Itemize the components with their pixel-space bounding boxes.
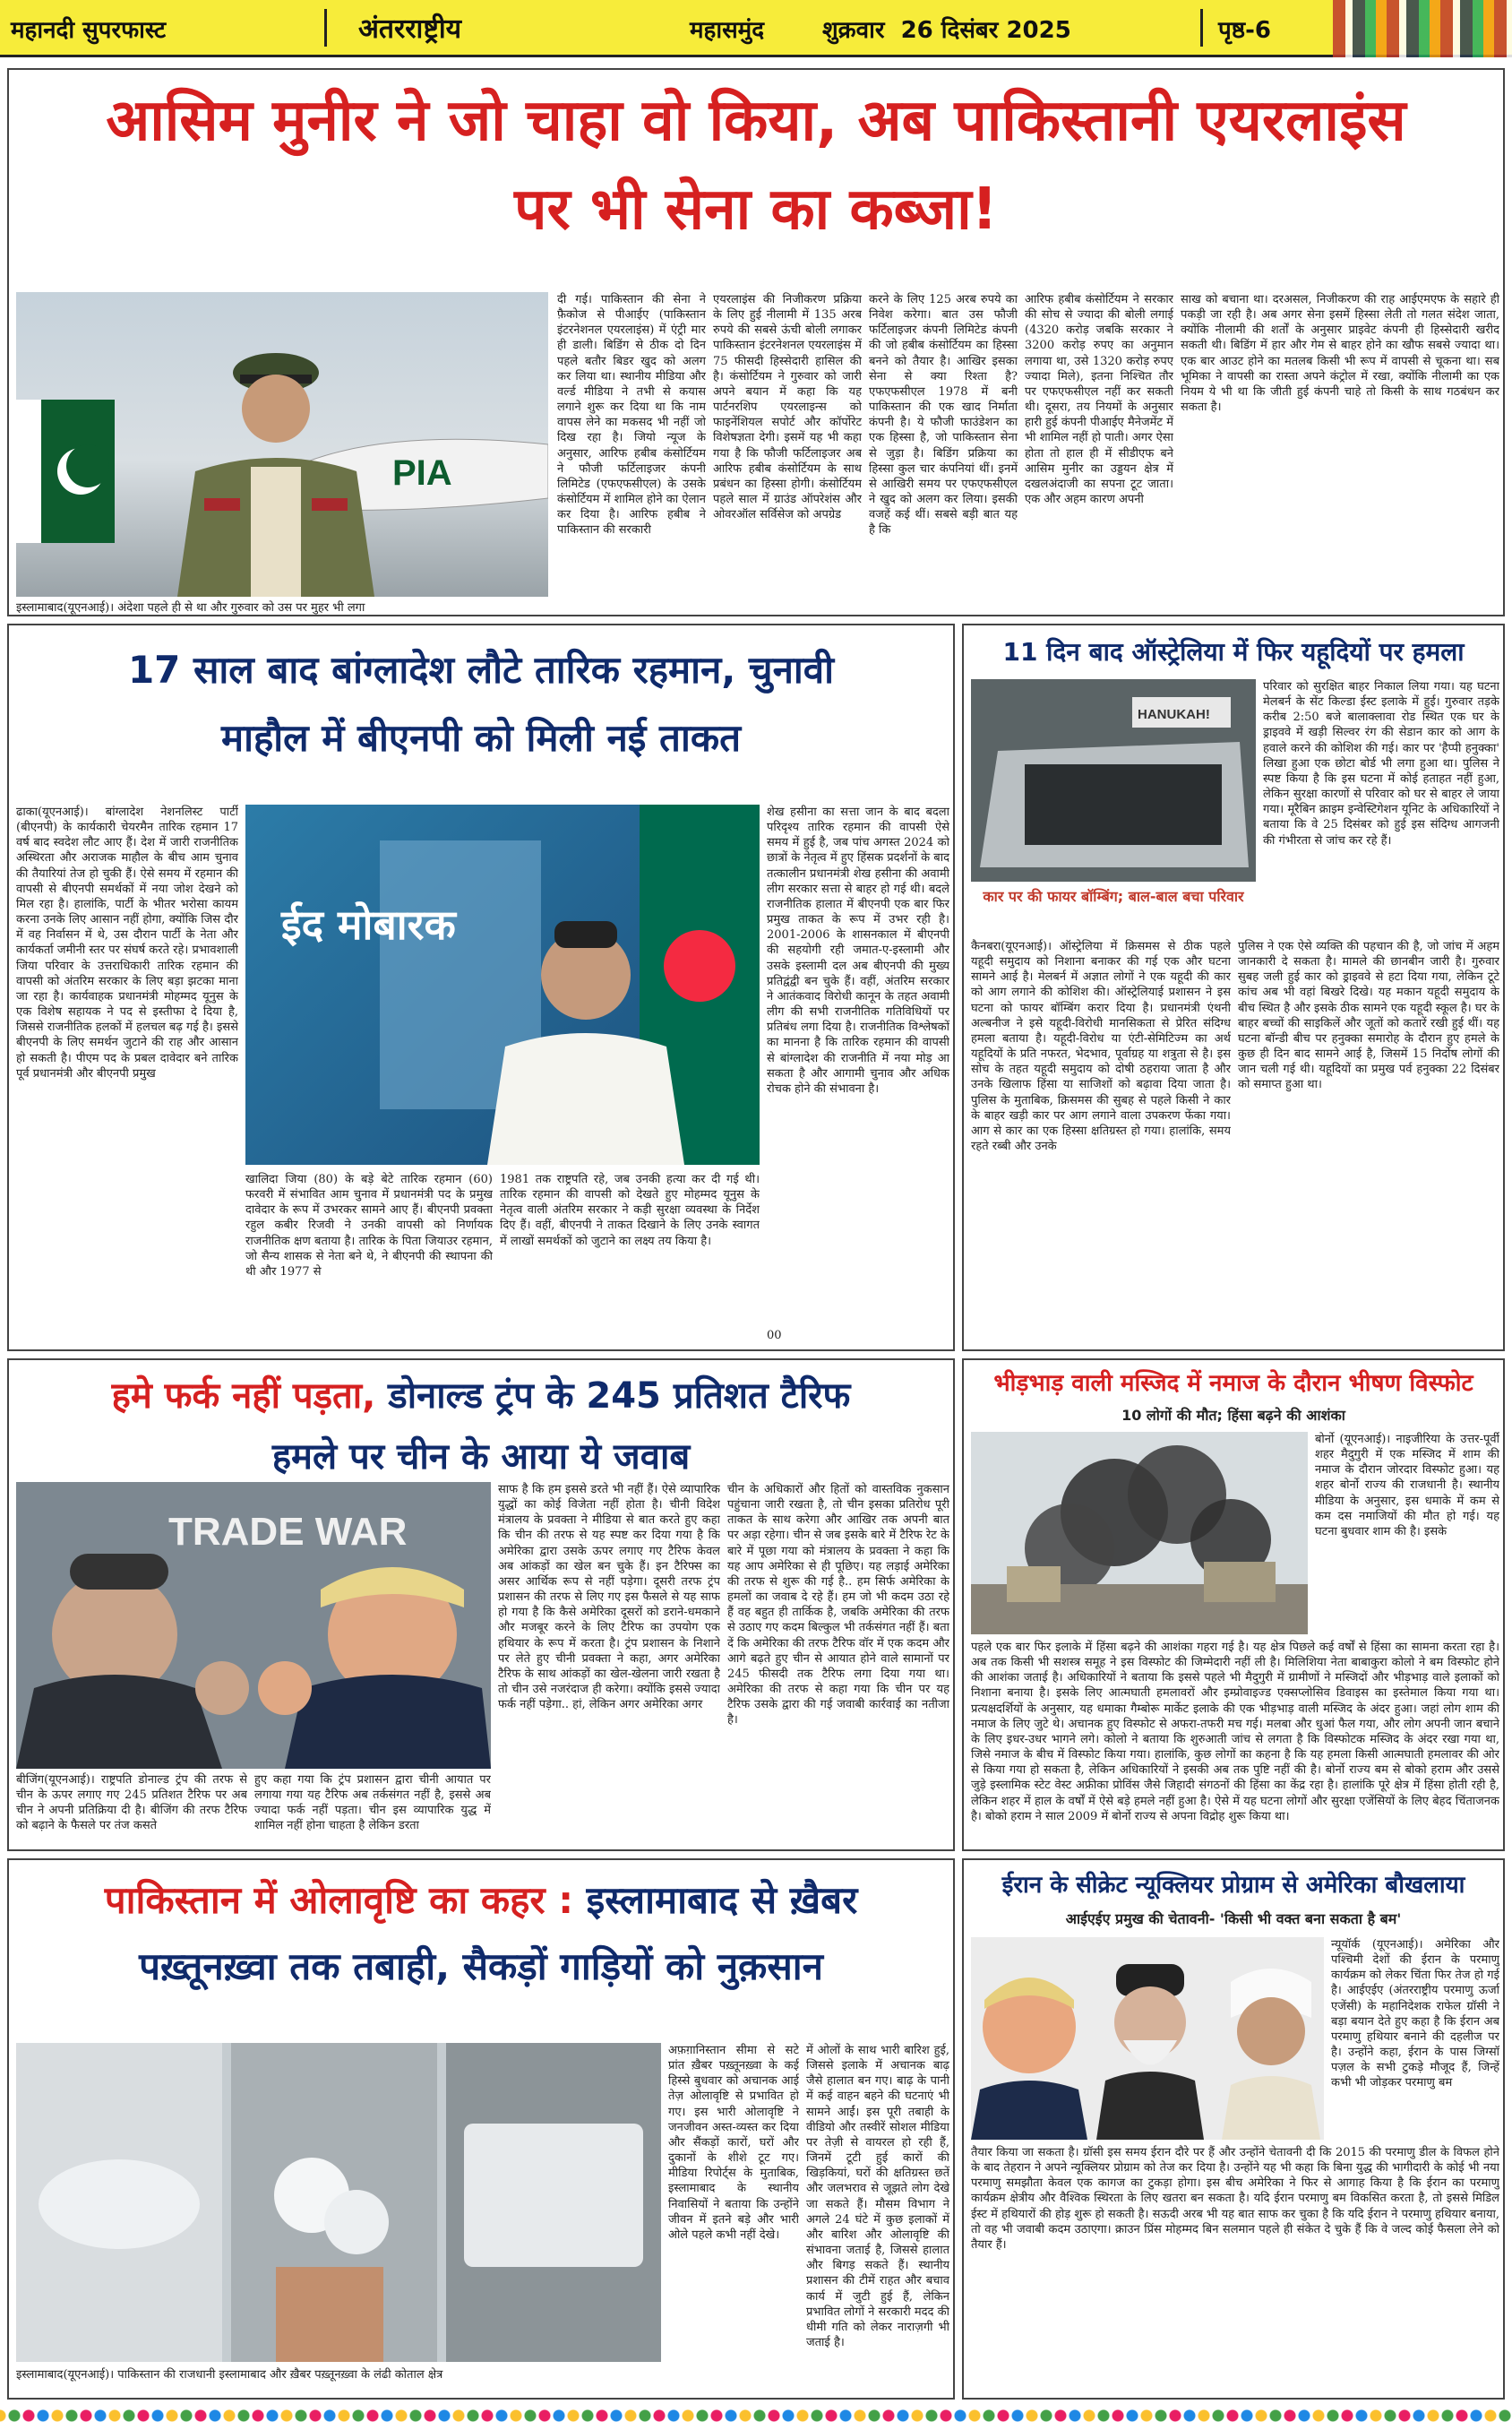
photo-illustration [16, 292, 548, 597]
article-column: खालिदा जिया (80) के बड़े बेटे तारिक रहमान (60) फरवरी में संभावित आम चुनाव में प्रधानमंत्री पद के प्रमुख दावेदार के रूप में उभरकर सामने आए हैं। बीएनपी प्रवक्ता रहुल कबीर रिजवी ने उनकी वापसी को निर्णायक राजनीतिक क्षण बताया है। तारिक के पिता जियाउर रहमान, जो सैन्य शासक से नेता बने थे, ने बीएनपी की स्थापना की थी और 1977 से [245, 1173, 493, 1279]
headline-text: डोनाल्ड ट्रंप के 245 प्रतिशत टैरिफ [375, 1375, 851, 1417]
article-column: अफ़ग़ानिस्तान सीमा से सटे प्रांत ख़ैबर पख़्तूनख़्वा के कई हिस्से बुधवार को अचानक आई तेज़ ओलावृष्टि से प्रभावित हो गए। इस भारी ओलावृष्टि ने जनजीवन अस्त-व्यस्त कर दिया और सैंकड़ों कारों, घरों और दुकानों के शीशे टूट गए। मीडिया रिपोर्ट्स के मुताबिक, इस्लामाबाद के स्थानीय निवासियों ने बताया कि उन्होंने जीवन में इतने बड़े और भारी ओले पहले कभी नहीं देखे। [668, 2044, 799, 2242]
masthead-divider [324, 9, 327, 47]
article-headline [9, 77, 1503, 254]
article-column: एयरलाइंस की निजीकरण प्रक्रिया के लिए हुई नीलामी में 135 अरब रुपये की सबसे ऊंची बोली लगाकर पाकिस्तान इंटरनेशनल एयरलाइंस में 75 फीसदी हिस्सेदारी हासिल की है। कंसोर्टियम ने गुरुवार को जारी अपने बयान में कहा कि यह पार्टनरशिप एयरलाइन्स को फाइनेंशियल सपोर्ट और कॉर्पोरेट विशेषज्ञता देगी। इसमें यह भी कहा गया है कि फौजी फर्टिलाइजर अब आरिफ हबीब कंसोर्टियम के साथ प्रबंधन का हिस्सा होगी। कंसोर्टियम पहले साल में ग्राउंड ऑपरेशंस और ओवरऑल सर्विसेज को अपग्रेड [713, 293, 862, 522]
paper-name: महानदी सुपरफास्ट [11, 17, 167, 44]
article-column: बोर्नो (यूएनआई)। नाइजीरिया के उत्तर-पूर्वी शहर मैदुगुरी में एक मस्जिद में शाम की नमाज के दौरान जोरदार विस्फोट हुआ। यह शहर बोर्नो राज्य की राजधानी है। स्थानीय मीडिया के अनुसार, इस धमाके में कम से कम दस नमाजियों की मौत हो गई। यह घटना बुधवार शाम की है। इसके [1315, 1433, 1499, 1538]
article-column: करने के लिए 125 अरब रुपये का निवेश करेगा। बात उस फौजी फर्टिलाइजर कंपनी लिमिटेड कंपनी की जो हबीब कंसोर्टियम का हिस्सा बनने को तैयार है। आखिर इसका सेना से क्या रिश्ता है? एफएफसीएल 1978 में बनी पाकिस्तान की एक खाद निर्माता कंपनी है। ये फौजी फाउंडेशन का एक हिस्सा है, जो पाकिस्तान सेना से जुड़ा है। बिडिंग प्रक्रिया का हिस्सा कुल चार कंपनियां थीं। इनमें से आखिरी समय पर एफएफसीएल ने खुद को अलग कर लिया। इसकी वजहें कई थीं। सबसे बड़ी बात यह है कि [869, 293, 1018, 538]
article-column: दी गई। पाकिस्तान की सेना ने फ़ैकोज से पीआईए (पाकिस्तान इंटरनेशनल एयरलाइंस) में एंट्री मार ही डाली। बिडिंग से ठीक दो दिन पहले बतौर बिडर खुद को अलग कर लिया था। स्थानीय मीडिया और वर्ल्ड मीडिया ने तभी से कयास लगाने शुरू कर दिया था कि नाम वापस लेने का मकसद भी नहीं जो दिख रहा है। जियो न्यूज के अनुसार, आरिफ हबीब कंसोर्टियम ने फौजी फर्टिलाइजर कंपनी लिमिटेड (एफएफसीएल) के उसके कंसोर्टियम में शामिल होने का ऐलान कर दिया है। आरिफ हबीब ने पाकिस्तान की सरकारी [557, 293, 706, 538]
article-iran-nuclear [962, 1858, 1505, 2400]
flags-image [1333, 0, 1512, 57]
article-trade-war [7, 1358, 955, 1851]
general-photo [971, 679, 1256, 882]
photo-caption: कार पर की फायर बॉम्बिंग; बाल-बाल बचा परिवार [983, 888, 1244, 905]
article-text-lead: इस्लामाबाद(यूएनआई)। अंदेशा पहले ही से था और गुरुवार को उस पर मुहर भी लगा [16, 601, 365, 615]
article-column: ढाका(यूएनआई)। बांग्लादेश नेशनलिस्ट पार्टी (बीएनपी) के कार्यकारी चेयरमैन तारिक रहमान 17 वर्ष बाद स्वदेश लौट आए हैं। देश में जारी राजनीतिक अस्थिरता और अराजक माहौल के बीच आम चुनाव की तैयारियां तेज हो चुकी हैं। ऐसे समय में रहमान की वापसी से बीएनपी समर्थकों में नया जोश देखने को मिल रहा है। हालांकि, पार्टी के भीतर भरोसा कायम करना उनके लिए आसान नहीं होगा, क्योंकि जिस दौर में वह निर्वासन में थे, उस दौरान पार्टी के नेता और कार्यकर्ता जमीनी स्तर पर संघर्ष करते रहे। प्रभावशाली जिया परिवार के उत्तराधिकारी तारिक रहमान की वापसी को अंतरिम सरकार के लिए बड़ा झटका माना जा रहा है। कार्यवाहक प्रधानमंत्री मोहम्मद यूनुस के एक विशेष सहायक ने पद से इस्तीफा दे दिया है, जिससे राजनीतिक हलकों में हलचल बढ़ गई है। इससे बीएनपी के लिए समर्थन जुटाने की राह और आसान हो सकती है। पीएम पद के प्रबल दावेदार बने तारिक पूर्व प्रधानमंत्री और बीएनपी प्रमुख [16, 806, 238, 1081]
article-column: चीन के अधिकारों और हितों को वास्तविक नुकसान पहुंचाना जारी रखता है, तो चीन इसका प्रतिरोध पूरी ताकत के साथ करेगा और आखिर तक अपनी बात पर अड़ा रहेगा। चीन से जब इसके बारे में टैरिफ रेट के बारे में पूछा गया को मंत्रालय के प्रवक्ता ने कहा कि यह आप अमेरिका से ही पूछिए। यह लड़ाई अमेरिका की तरफ से शुरू की गई है.. हम सिर्फ अमेरिका के हमलों का जवाब दे रहे हैं। हम जो भी कदम उठा रहे हैं वह बहुत ही तार्किक है, जबकि अमेरिका की तरफ से उठाए गए कदम बिल्कुल भी तर्कसंगत नहीं हैं। बता दें कि अमेरिका की तरफ टैरिफ वॉर में एक कदम और आगे बढ़ते हुए चीन से आयात होने वाले सामानों पर 245 फीसदी तक टैरिफ लगा दिया गया था। अमेरिका की तरफ से कहा गया कि चीन पर यह टैरिफ उसके द्वारा की गई जवाबी कार्रवाई का नतीजा है। [727, 1483, 949, 1728]
article-column: साख को बचाना था। दरअसल, निजीकरण की राह आईएमएफ के सहारे ही पकड़ी जा रही है। अब अगर सेना इसमें हिस्सा लेती तो गलत संदेश जाता, क्योंकि नीलामी की शर्तों के अनुसार प्राइवेट कंपनी ही हिस्सेदारी खरीद सकती थी। बिडिंग में हार और गेम से बाहर होने का खौफ सबसे ज्यादा था। एक बार आउट होने का मतलब किसी भी रूप में वापसी से चूकना था। सब भूमिका ने वापसी का रास्ता अपने कंट्रोल में रखा, क्योंकि नीलामी का एक नियम ये भी था कि जीती हुई कंपनी चाहे तो किसी के साथ गठबंधन कर सकता है। [1181, 293, 1499, 415]
article-pak-hailstorm [7, 1858, 955, 2400]
section-name: अंतरराष्ट्रीय [358, 13, 462, 45]
article-column: न्यूयॉर्क (यूएनआई)। अमेरिका और पश्चिमी देशों की ईरान के परमाणु कार्यक्रम को लेकर चिंता फिर तेज हो गई है। आईएईए (अंतरराष्ट्रीय परमाणु ऊर्जा एजेंसी) के महानिदेशक राफेल ग्रॉसी ने बड़ा बयान देते हुए कहा है कि ईरान अब परमाणु हथियार बनाने की दहलीज पर है। उन्होंने कहा, ईरान के पास जिग्सॉ पज़ल के सभी टुकड़े मौजूद हैं, जिन्हें कभी भी जोड़कर परमाणु बम [1331, 1938, 1499, 2090]
photo-illustration [16, 1482, 491, 1769]
headline-highlight: हमे फर्क नहीं पड़ता, [111, 1375, 376, 1417]
article-text-lead: बीजिंग(यूएनआई)। राष्ट्रपति डोनाल्ड ट्रंप की तरफ से चीन के ऊपर लगाए गए 245 प्रतिशत टैरिफ पर अब चीन ने अपनी प्रतिक्रिया दी है। बीजिंग की तरफ टैरिफ को बढ़ाने के फैसले पर तंज कसते [16, 1773, 247, 1833]
article-column: में ओलों के साथ भारी बारिश हुई, जिससे इलाके में अचानक बाढ़ जैसे हालात बन गए। बाढ़ के पानी में कई वाहन बहने की घटनाएं भी सामने आईं। इस पूरी तबाही के वीडियो और तस्वीरें सोशल मीडिया पर तेज़ी से वायरल हो रही हैं, जिनमें टूटी हुई कारों की खिड़कियां, घरों की क्षतिग्रस्त छतें और जलभराव से जूझते लोग देखे जा सकते हैं। मौसम विभाग ने अगले 24 घंटे में कुछ इलाकों में और बारिश और ओलावृष्टि की संभावना जताई है, जिससे हालात और बिगड़ सकते हैं। स्थानीय प्रशासन की टीमें राहत और बचाव कार्य में जुटी हुई हैं, लेकिन प्रभावित लोगों ने सरकारी मदद की धीमी गति को लेकर नाराज़गी भी जताई है। [806, 2044, 949, 2349]
article-subhead: 10 लोगों की मौत; हिंसा बढ़ने की आशंका [1121, 1407, 1345, 1424]
article-headline [9, 1366, 953, 1487]
hanukah-sign-text: HANUKAH! [1138, 707, 1210, 722]
trade-war-text: TRADE WAR [168, 1510, 408, 1554]
general-photo [16, 1482, 491, 1769]
article-text-lead: इस्लामाबाद(यूएनआई)। पाकिस्तान की राजधानी इस्लामाबाद और ख़ैबर पख़्तूनख़्वा के लंढी कोताल क्षेत्र [16, 2368, 443, 2382]
photo-illustration [971, 1432, 1308, 1634]
article-column: कैनबरा(यूएनआई)। ऑस्ट्रेलिया में क्रिसमस से ठीक पहले यहूदी समुदाय को निशाना बनाकर की गई एक और घटना सामने आई है। मेलबर्न में अज्ञात लोगों ने एक यहूदी की कार को आग लगाने की कोशिश की। ऑस्ट्रेलियाई प्रशासन ने इस घटना को फायर बॉम्बिंग करार दिया है। प्रधानमंत्री एंथनी अल्बनीज ने इसे यहूदी-विरोधी मानसिकता से प्रेरित संदिग्ध हमला बताया है। यहूदी-विरोध या एंटी-सेमिटिज्म का अर्थ यहूदियों के प्रति नफरत, भेदभाव, पूर्वाग्रह या शत्रुता से है। इस सोच के तहत यहूदी समुदाय को दोषी ठहराया जाता है और उनके खिलाफ हिंसा या साजिशों को बढ़ावा दिया जाता है। पुलिस के मुताबिक, क्रिसमस की सुबह से पहले किसी ने कार के बाहर खड़ी कार पर आग लगाने वाला उपकरण फेंका गया। आग से कार का एक हिस्सा क्षतिग्रस्त हो गया। हालांकि, समय रहते रब्बी और उनके [971, 940, 1231, 1154]
headline-line: 17 साल बाद बांग्लादेश लौटे तारिक रहमान, चुनावी [127, 648, 835, 692]
article-bangladesh [7, 624, 955, 1351]
article-column: पुलिस ने एक ऐसे व्यक्ति की पहचान की है, जो जांच में अहम जानकारी दे सकता है। मामले की छानबीन जारी है। गुरुवार सुबह जली हुई कार को ड्राइववे से हटा दिया गया, लेकिन टूटे कांच अब भी वहां बिखरे दिखे। यह मकान यहूदी समुदाय के बीच स्थित है और इसके ठीक सामने एक यहूदी स्कूल है। घर के बाहर बच्चों की साइकिलें और जूतों को कतारें रखी हुई थीं। यह घटना बॉन्डी बीच पर हनुक्का समारोह के दौरान हुए हमले के कुछ ही दिन बाद सामने आई है, जिसमें 15 निर्दोष लोगों की जान चली गई थी। यहूदियों का प्रमुख पर्व हनुक्का 22 दिसंबर को समाप्त हुआ था। [1238, 940, 1499, 1092]
article-subhead: आईएईए प्रमुख की चेतावनी- 'किसी भी वक्त बना सकता है बम' [1065, 1910, 1402, 1927]
headline-text: इस्लामाबाद से ख़ैबर [586, 1878, 858, 1922]
article-headline: भीड़भाड़ वाली मस्जिद में नमाज के दौरान भीषण विस्फोट [993, 1370, 1473, 1397]
article-column: परिवार को सुरक्षित बाहर निकाल लिया गया। यह घटना मेलबर्न के सेंट किल्डा ईस्ट इलाके में हुई। गुरुवार तड़के करीब 2:50 बजे बालाक्लावा रोड स्थित एक घर के ड्राइववे में खड़ी सिल्वर रंग की सेडान कार को आग के हवाले करने की कोशिश की गई। कार पर 'हैप्पी हनुक्का' लिखा हुआ एक छोटा बोर्ड भी लगा हुआ था। पुलिस ने स्पष्ट किया है कि इस घटना में कोई हताहत नहीं हुआ, लेकिन सुरक्षा कारणों से परिवार को घर से बाहर ले जाया गया। मूरैबिन क्राइम इन्वेस्टिगेशन यूनिट के अधिकारियों ने बताया कि वे 25 दिसंबर को हुई इस संदिग्ध आगजनी की गंभीरता से जांच कर रहे हैं। [1263, 680, 1499, 848]
general-photo [971, 1432, 1308, 1634]
photo-illustration [971, 1937, 1324, 2140]
pia-logo-text: PIA [392, 453, 452, 493]
article-australia [962, 624, 1505, 1351]
issue-date: शुक्रवार 26 दिसंबर 2025 [822, 17, 1071, 44]
article-column: साफ है कि हम इससे डरते भी नहीं हैं। ऐसे व्यापारिक युद्धों का कोई विजेता नहीं होता है। चीनी विदेश मंत्रालय के प्रवक्ता ने मीडिया से बात करते हुए कहा कि चीन की तरफ से यह स्पष्ट कर दिया गया है कि अमेरिका द्वारा उसके ऊपर लगाए गए टैरिफ केवल अब आंकड़ों का खेल बन चुके हैं। इन टैरिफ्स का असर आर्थिक रूप से नहीं पड़ेगा। दूसरी तरफ ट्रंप प्रशासन की तरफ से लिए गए इस फैसले से यह साफ हो गया है कि कैसे अमेरिका दूसरों को डराने-धमकाने और मजबूर करने के लिए टैरिफ का उपयोग एक हथियार के रूप में करता है। ट्रंप प्रशासन के निशाने पर लेते हुए चीनी प्रवक्ता ने कहा, अगर अमेरिका टैरिफ के साथ आंकड़ों का खेल-खेलना जारी रखता है तो चीन उसे नजरंदाज ही करेगा। क्योंकि इससे ज्यादा फर्क नहीं पड़ेगा.. हां, लेकिन अगर अमेरिका अगर [498, 1483, 720, 1712]
article-pak-airlines [7, 68, 1505, 616]
headline-line: माहौल में बीएनपी को मिली नई ताकत [220, 715, 742, 760]
city-name: महासमुंद [690, 17, 765, 44]
photo-illustration [16, 2043, 661, 2362]
general-photo [16, 2043, 661, 2362]
masthead [0, 0, 1512, 57]
article-end-mark: 00 [767, 1329, 782, 1342]
article-body: पहले एक बार फिर इलाके में हिंसा बढ़ने की आशंका गहरा गई है। यह क्षेत्र पिछले कई वर्षों से हिंसा का सामना करता रहा है। अब तक किसी भी सशस्त्र समूह ने इस विस्फोट की जिम्मेदारी नहीं ली है। मिलिशिया नेता बाबाकुरा कोलो ने बम विस्फोट होने की आशंका जताई है। अधिकारियों ने बताया कि इससे पहले भी मैदुगुरी में ग्रामीणों ने मस्जिदों और भीड़भाड़ वाले इलाकों को निशाना बनाया है। इसके लिए आत्मघाती हमलावरों और इम्प्रोवाइज्ड एक्सप्लोसिव डिवाइस का इस्तेमाल किया गया था। प्रत्यक्षदर्शियों के अनुसार, यह धमाका गैम्बोरू मार्केट इलाके की एक भीड़भाड़ वाली मस्जिद के अंदर हुआ। जहां लोग शाम की नमाज के लिए जुटे थे। अचानक हुए विस्फोट से अफरा-तफरी मच गई। मलबा और धुआं फैल गया, और लोग अपनी जान बचाने के लिए इधर-उधर भागने लगे। कोलो ने बताया कि शुरुआती जांच से लगता है कि विस्फोटक मस्जिद के अंदर रखा गया था, जिसे नमाज के बीच में विस्फोट किया गया। हालांकि, कुछ लोगों का कहना है कि यह हमला किसी आत्मघाती हमलावर की ओर से किया गया हो सकता है, लेकिन अधिकारियों ने इसकी अब तक पुष्टि नहीं की है। बोर्नो राज्य बम से बोको हराम और उससे जुड़े इस्लामिक स्टेट वेस्ट अफ्रीका प्रोविंस जैसे जिहादी संगठनों की हिंसा का केंद्र रहा है। हालांकि पूरे क्षेत्र में हिंसा होती रही है, लेकिन शहर में हाल के वर्षों में ऐसे बड़े हमले नहीं हुआ है। ऐसे में यह घटना लोगों और सुरक्षा एजेंसियों के लिए बेहद चिंताजनक है। बोको हराम ने साल 2009 में बोर्नो राज्य से अपना विद्रोह शुरू किया था। [971, 1641, 1499, 1823]
article-headline [9, 636, 953, 771]
general-photo [971, 1937, 1324, 2140]
article-body: तैयार किया जा सकता है। ग्रॉसी इस समय ईरान दौरे पर हैं और उन्होंने चेतावनी दी कि 2015 की परमाणु डील के विफल होने के बाद तेहरान ने अपने न्यूक्लियर प्रोग्राम को तेज कर दिया है। उन्होंने यह भी कहा कि बिना युद्ध की भागीदारी के कोई भी नया परमाणु समझौता केवल एक कागज का टुकड़ा होगा। इस बीच अमेरिका ने फिर से आगाह किया है कि ईरान का परमाणु कार्यक्रम क्षेत्रीय और वैश्विक स्थिरता के लिए खतरा बन सकता है। यदि ईरान परमाणु बम विकसित करता है, तो इससे मिडिल ईस्ट में हथियारों की होड़ शुरू हो सकती है। सऊदी अरब भी यह बात साफ कर चुका है कि यदि ईरान ने परमाणु हथियार बनाया, तो वह भी जवाबी कदम उठाएगा। क्राउन प्रिंस मोहम्मद बिन सलमान पहले ही संकेत दे चुके हैं कि वे जल्द कोई फैसला लेने को तैयार हैं। [971, 2146, 1499, 2252]
article-nigeria-blast [962, 1358, 1505, 1851]
headline-line: आसिम मुनीर ने जो चाहा वो किया, अब पाकिस्तानी एयरलाइंस [106, 88, 1406, 154]
page-number: पृष्ठ-6 [1218, 17, 1271, 44]
article-headline [9, 1867, 953, 1999]
headline-line [9, 1366, 953, 1426]
article-column: आरिफ हबीब कंसोर्टियम ने सरकार की सोच से ज्यादा की बोली लगाई (4320 करोड़ जबकि सरकार ने 3200 करोड़ रुपए का अनुमान लगाया था, उसे 1320 करोड़ रुपए ज्यादा मिले), इतना निश्चित तौर पर एफएफसीएल नहीं कर सकती थी। दूसरा, तय नियमों के अनुसार हारी हुई कंपनी पीआईए मैनेजमेंट में भी शामिल नहीं हो पाती। अगर ऐसा होता तो हाल ही में सीडीएफ बने आसिम मुनीर का उड्डयन क्षेत्र में दखलअंदाजी का सपना टूट जाता। एक और अहम कारण अपनी [1025, 293, 1173, 507]
footer-decoration [0, 2407, 1512, 2425]
headline-highlight: पाकिस्तान में ओलावृष्टि का कहर : [104, 1878, 587, 1922]
general-photo [16, 292, 548, 597]
masthead-divider [1200, 9, 1203, 47]
article-headline: ईरान के सीक्रेट न्यूक्लियर प्रोग्राम से अमेरिका बौखलाया [1001, 1872, 1465, 1899]
article-column: शेख हसीना का सत्ता जान के बाद बदला परिदृश्य तारिक रहमान की वापसी ऐसे समय में हुई है, जब पांच अगस्त 2024 को छात्रों के नेतृत्व में हुए हिंसक प्रदर्शनों के बाद तत्कालीन प्रधानमंत्री शेख हसीना की अवामी लीग सरकार सत्ता से बाहर हो गई थी। बदले राजनीतिक हालात में बीएनपी एक बार फिर प्रमुख ताकत के रूप में उभर रही है। 2001-2006 के शासनकाल में बीएनपी की सहयोगी रही जमात-ए-इस्लामी और उसके इस्लामी दल अब बीएनपी की मुख्य प्रतिद्वंद्वी बन चुके हैं। वहीं, अंतरिम सरकार ने आतंकवाद विरोधी कानून के तहत अवामी लीग की सभी राजनीतिक गतिविधियों पर प्रतिबंध लगा दिया है। राजनीतिक विश्लेषकों का मानना है कि तारिक रहमान की वापसी से बांग्लादेश की राजनीति में नया मोड़ आ सकता है और आगामी चुनाव और अधिक रोचक होने की संभावना है। [767, 806, 949, 1096]
headline-line: पर भी सेना का कब्जा! [514, 177, 998, 244]
article-column: हुए कहा गया कि ट्रंप प्रशासन द्वारा चीनी आयात पर लगाया गया यह टैरिफ अब तर्कसंगत नहीं है, इससे अब ज्यादा फर्क नहीं पड़ता। चीन इस व्यापारिक युद्ध में शामिल नहीं होना चाहता है लेकिन डरता [254, 1773, 491, 1833]
headline-line [9, 1867, 953, 1934]
headline-line: पख़्तूनख़्वा तक तबाही, सैकड़ों गाड़ियों को नुक़सान [139, 1943, 823, 1988]
article-headline: 11 दिन बाद ऑस्ट्रेलिया में फिर यहूदियों पर हमला [1002, 637, 1465, 667]
headline-line: हमले पर चीन के आया ये जवाब [271, 1436, 691, 1478]
photo-illustration [971, 679, 1256, 882]
eid-banner-text: ईद मोबारक [281, 900, 456, 949]
photo-illustration [245, 805, 760, 1165]
general-photo [245, 805, 760, 1165]
article-column: 1981 तक राष्ट्रपति रहे, जब उनकी हत्या कर दी गई थी। तारिक रहमान की वापसी को देखते हुए मोहम्मद यूनुस के नेतृत्व वाली अंतरिम सरकार ने कड़ी सुरक्षा व्यवस्था के निर्देश दिए हैं। वहीं, बीएनपी ने ताकत दिखाने के लिए उनके स्वागत में लाखों समर्थकों को जुटाने का लक्ष्य तय किया है। [500, 1173, 760, 1248]
